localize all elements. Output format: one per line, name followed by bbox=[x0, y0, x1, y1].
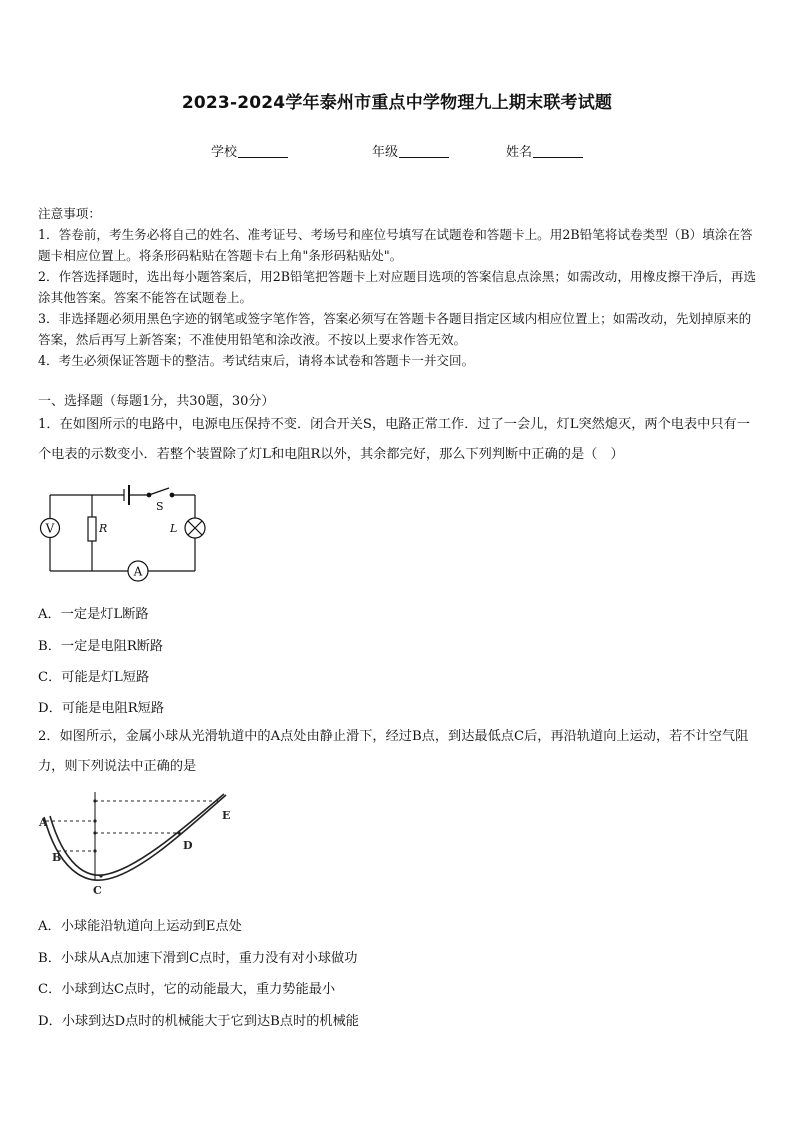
resistor-label: R bbox=[99, 522, 108, 535]
question-1-stem: 1．在如图所示的电路中，电源电压保持不变．闭合开关S，电路正常工作．过了一会儿，灯L突然熄灭，两个电表中只有一个电表的示数变小．若整个装置除了灯L和电阻R以外，其余都完好，那么下列判断中正确的是（ ） bbox=[38, 417, 750, 462]
lamp-label: L bbox=[170, 522, 178, 535]
lamp-icon bbox=[185, 518, 205, 538]
question-2-option-b: B．小球从A点加速下滑到C点时，重力没有对小球做功 bbox=[38, 951, 358, 966]
question-1-option-b: B．一定是电阻R断路 bbox=[38, 639, 164, 654]
voltmeter-label: V bbox=[45, 521, 55, 536]
school-blank bbox=[238, 145, 288, 158]
grade-label: 年级 bbox=[372, 145, 399, 160]
grade-field bbox=[372, 141, 449, 160]
notice-item-2: 2．作答选择题时，选出每小题答案后，用2B铅笔把答题卡上对应题目选项的答案信息点涂黑；如需改动，用橡皮擦干净后，再选涂其他答案。答案不能答在试题卷上。 bbox=[38, 269, 756, 305]
notice-item-4: 4．考生必须保证答题卡的整洁。考试结束后，请将本试卷和答题卡一并交回。 bbox=[38, 353, 475, 368]
track-diagram bbox=[38, 788, 234, 900]
track-label-b: B bbox=[52, 851, 62, 864]
name-blank bbox=[533, 145, 583, 158]
track-label-d: D bbox=[183, 839, 193, 852]
switch-label: S bbox=[156, 500, 164, 513]
school-label: 学校 bbox=[211, 145, 238, 160]
grade-blank bbox=[399, 145, 449, 158]
question-2-option-c: C．小球到达C点时，它的动能最大，重力势能最小 bbox=[38, 982, 336, 997]
question-1-option-d: D．可能是电阻R短路 bbox=[38, 701, 165, 716]
school-field bbox=[211, 141, 288, 160]
ammeter-icon bbox=[128, 561, 148, 581]
circuit-diagram bbox=[36, 484, 208, 584]
section-heading: 一、选择题（每题1分，共30题，30分） bbox=[38, 394, 275, 409]
page-title: 2023-2024学年泰州市重点中学物理九上期末联考试题 bbox=[181, 93, 613, 113]
question-2-option-d: D．小球到达D点时的机械能大于它到达B点时的机械能 bbox=[38, 1014, 359, 1029]
track-label-e: E bbox=[222, 809, 231, 822]
voltmeter-icon bbox=[41, 519, 60, 538]
track-label-a: A bbox=[39, 816, 48, 829]
ammeter-label: A bbox=[133, 564, 143, 579]
question-2-stem: 2．如图所示，金属小球从光滑轨道中的A点处由静止滑下，经过B点，到达最低点C后，再沿轨道向上运动，若不计空气阻力，则下列说法中正确的是 bbox=[38, 729, 749, 774]
notice-title: 注意事项： bbox=[38, 206, 101, 221]
notice-item-3: 3．非选择题必须用黑色字迹的钢笔或签字笔作答，答案必须写在答题卡各题目指定区域内相应位置上；如需改动，先划掉原来的答案，然后再写上新答案；不准使用铅笔和涂改液。不按以上要求作答无效。 bbox=[38, 311, 752, 347]
track-label-c: C bbox=[93, 884, 102, 897]
question-1-option-a: A．一定是灯L断路 bbox=[38, 607, 149, 622]
name-label: 姓名 bbox=[506, 145, 533, 160]
question-1-option-c: C．可能是灯L短路 bbox=[38, 670, 150, 685]
name-field bbox=[506, 141, 583, 160]
question-2-option-a: A．小球能沿轨道向上运动到E点处 bbox=[38, 919, 242, 934]
notice-item-1: 1．答卷前，考生务必将自己的姓名、准考证号、考场号和座位号填写在试题卷和答题卡上。用2B铅笔将试卷类型（B）填涂在答题卡相应位置上。将条形码粘贴在答题卡右上角"条形码粘贴处"。 bbox=[38, 227, 753, 263]
